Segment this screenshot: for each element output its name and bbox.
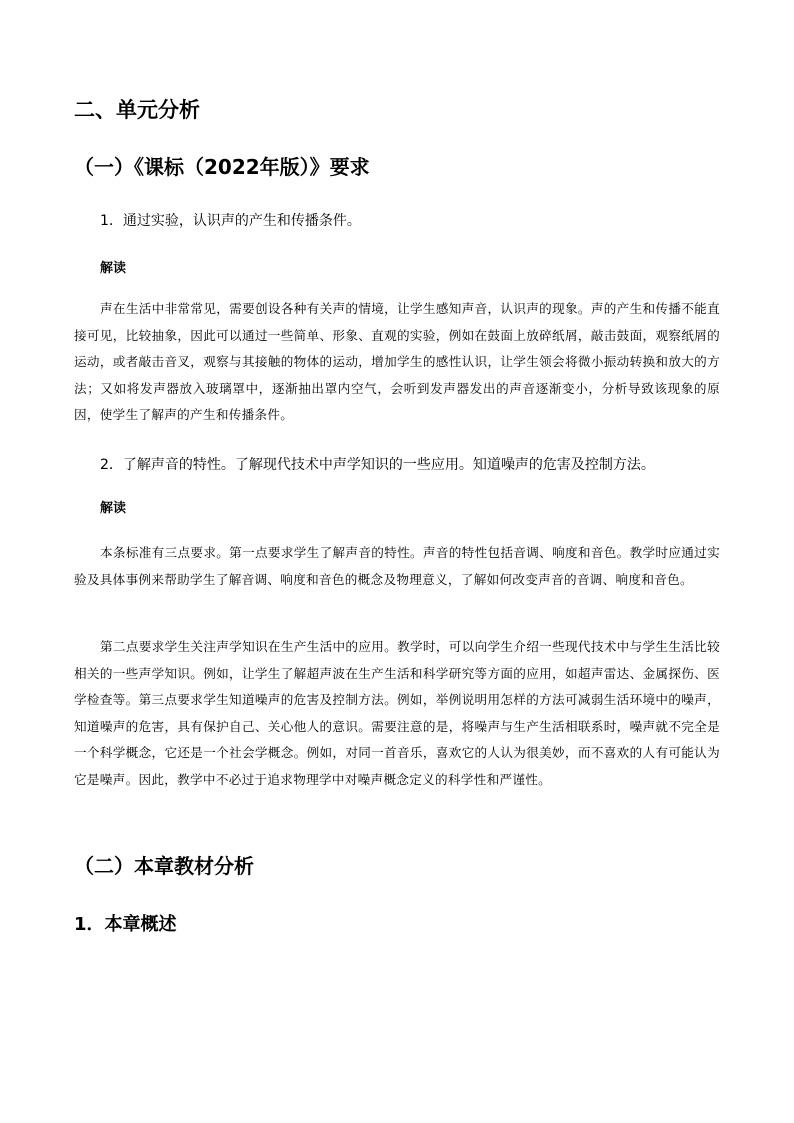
standard-item-1: 1．通过实验，认识声的产生和传播条件。 — [100, 213, 361, 229]
standard-item-2: 2．了解声音的特性。了解现代技术中声学知识的一些应用。知道噪声的危害及控制方法。 — [100, 457, 655, 473]
interpretation-label-1: 解读 — [100, 261, 127, 276]
interpretation-paragraph-1: 声在生活中非常常见，需要创设各种有关声的情境，让学生感知声音，认识声的现象。声的产生和传播不能直接可见，比较抽象，因此可以通过一些简单、形象、直观的实验，例如在鼓面上放碎纸屑，敲击鼓面，观察纸屑的运动，或者敲击音叉，观察与其接触的物体的运动，增加学生的感性认识，让学生领会将微小振动转换和放大的方法；又如将发声器放入玻璃罩中，逐渐抽出罩内空气，会听到发声器发出的声音逐渐变小，分析导致该现象的原因，使学生了解声的产生和传播条件。 — [74, 301, 720, 422]
subsection-title-textbook-analysis: （二）本章教材分析 — [74, 854, 254, 878]
interpretation-paragraph-3: 第二点要求学生关注声学知识在生产生活中的应用。教学时，可以向学生介绍一些现代技术中与学生生活比较相关的一些声学知识。例如，让学生了解超声波在生产生活和科学研究等方面的应用，如超声雷达、金属探伤、医学检查等。第三点要求学生知道噪声的危害及控制方法。例如，举例说明用怎样的方法可减弱生活环境中的噪声，知道噪声的危害，具有保护自己、关心他人的意识。需要注意的是，将噪声与生产生活相联系时，噪声就不完全是一个科学概念，它还是一个社会学概念。例如，对同一首音乐，喜欢它的人认为很美妙，而不喜欢的人有可能认为它是噪声。因此，教学中不必过于追求物理学中对噪声概念定义的科学性和严谨性。 — [74, 639, 720, 787]
section-title: 二、单元分析 — [74, 98, 200, 122]
chapter-overview-heading: 1．本章概述 — [74, 914, 177, 935]
interpretation-label-2: 解读 — [100, 501, 127, 516]
subsection-title-standards: （一）《课标（2022年版）》要求 — [74, 155, 370, 179]
interpretation-paragraph-2: 本条标准有三点要求。第一点要求学生了解声音的特性。声音的特性包括音调、响度和音色。教学时应通过实验及具体事例来帮助学生了解音调、响度和音色的概念及物理意义，了解如何改变声音的音调、响度和音色。 — [74, 545, 720, 587]
